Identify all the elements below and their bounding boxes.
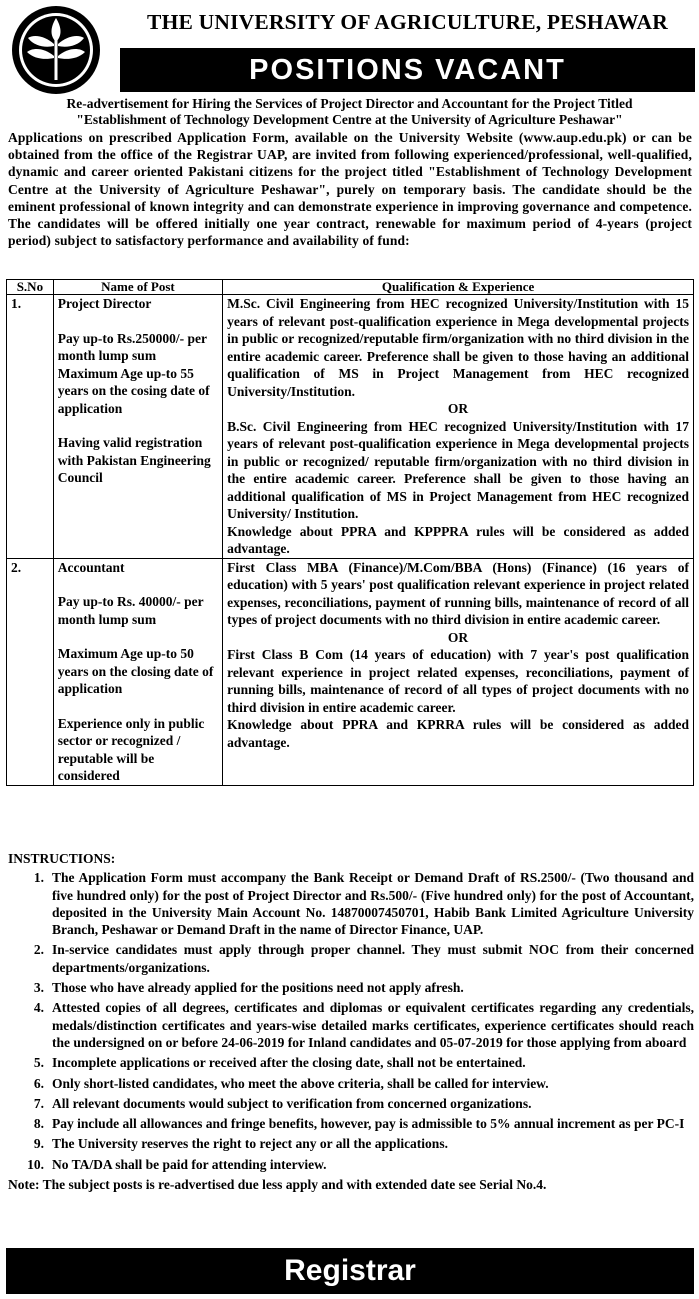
- list-item: [8, 1135, 694, 1152]
- list-item: [8, 1115, 694, 1132]
- post-age: Maximum Age up-to 55 years on the cosing date of application: [57, 365, 210, 416]
- item-number: 8.: [33, 1116, 44, 1132]
- item-number: 1.: [33, 870, 44, 886]
- post-pay: Pay up-to Rs.250000/- per month lump sum: [57, 330, 207, 363]
- header: [0, 0, 699, 96]
- qualification-option-2: B.Sc. Civil Engineering from HEC recognized University/Institution with 17 years of relevant post-qualification experience in Mega developmental projects in public or recognized/ reputable firm/organization with no third division in the entire academic career. Preference shall be given to those having an additional qualification of MS in Project Management from HEC recognized University/ Institution.: [227, 418, 689, 521]
- list-item: [8, 1054, 694, 1071]
- item-number: 3.: [33, 980, 44, 996]
- row-post-details: [53, 558, 222, 785]
- list-item: [8, 1075, 694, 1092]
- university-name: THE UNIVERSITY OF AGRICULTURE, PESHAWAR: [147, 10, 668, 34]
- header-sno: S.No: [7, 280, 54, 295]
- qualification-option-2: First Class B Com (14 years of education) with 7 year's post qualification relevant experience in project related expenses, reconciliations, payment of running bills, maintenance of record of all types of project documents with no third division in entire academic career.: [227, 647, 689, 715]
- list-item: [8, 941, 694, 976]
- qualification-option-1: M.Sc. Civil Engineering from HEC recognized University/Institution with 15 years of relevant post-qualification experience in Mega developmental projects in public or recognized/reputable firm/organization with no third division in the entire academic career. Preference shall be given to those having an additional qualification of MS in Project Management from HEC recognized University/Institution.: [227, 296, 689, 399]
- positions-vacant-banner: POSITIONS VACANT: [120, 48, 695, 92]
- list-item: [8, 1156, 694, 1173]
- list-item: [8, 1095, 694, 1112]
- item-text: The Application Form must accompany the Bank Receipt or Demand Draft of RS.2500/- (Two thousand and five hundred only) for the post of Project Director and Rs.500/- (Five hundred only) for the post of Accountant, deposited in the University Main Account No. 14870007450701, Habib Bank Limited Agriculture University Branch, Peshawar or Demand Draft in the name of Director Finance, UAP.: [52, 870, 694, 938]
- row-qualification: [223, 295, 694, 559]
- qualification-advantage: Knowledge about PPRA and KPRRA rules will be considered as added advantage.: [227, 717, 689, 750]
- item-number: 2.: [33, 942, 44, 958]
- list-item: [8, 869, 694, 938]
- intro-paragraph: Applications on prescribed Application Form, available on the University Website (www.aup.edu.pk) or can be obtained from the office of the Registrar UAP, are invited from following experienced/professional, well-qualified, dynamic and career oriented Pakistani citizens for the project titled "Establishment of Technology Development Centre at the University of Agriculture Peshawar", purely on temporary basis. The candidate should be the eminent professional of known integrity and can demonstrate experience in improving governance and competence. The candidates will be offered initially one year contract, renewable for maximum period of 4-years (project period) subject to satisfactory performance and availability of fund:: [8, 130, 692, 249]
- header-qualification: Qualification & Experience: [223, 280, 694, 295]
- qualification-or: OR: [447, 629, 469, 645]
- note-text: Note: The subject posts is re-advertised due less apply and with extended date see Serial No.4.: [8, 1177, 547, 1193]
- qualification-or: OR: [447, 401, 469, 416]
- row-qualification: [223, 558, 694, 785]
- row-post-details: [53, 295, 222, 559]
- item-text: Incomplete applications or received after the closing date, shall not be entertained.: [52, 1055, 526, 1071]
- post-name: Project Director: [57, 296, 152, 311]
- post-requirement: Having valid registration with Pakistan Engineering Council: [57, 435, 211, 485]
- item-number: 9.: [33, 1136, 44, 1152]
- registrar-footer: Registrar: [6, 1248, 694, 1294]
- qualification-option-1: First Class MBA (Finance)/M.Com/BBA (Hons) (Finance) (16 years of education) with 5 years' post qualification relevant experience in project related expenses, reconciliations, payment of running bills, maintenance of record of all types of project documents with no third division in entire academic career.: [227, 559, 689, 627]
- item-text: Only short-listed candidates, who meet the above criteria, shall be called for interview.: [52, 1075, 549, 1091]
- item-text: All relevant documents would subject to verification from concerned organizations.: [52, 1095, 532, 1111]
- item-number: 4.: [33, 1000, 44, 1016]
- post-age: Maximum Age up-to 50 years on the closing date of application: [57, 646, 214, 696]
- instructions-title: INSTRUCTIONS:: [8, 851, 116, 866]
- item-text: Pay include all allowances and fringe benefits, however, pay is admissible to 5% annual increment as per PC-I: [52, 1116, 685, 1132]
- item-text: Attested copies of all degrees, certificates and diplomas or equivalent certificates regarding any credentials, medals/distinction certificates and years-wise detailed marks certificates, experience certificates should reach the undersigned on or before 24-06-2019 for Inland candidates and 05-07-2019 for those applying from aboard: [52, 1000, 694, 1050]
- instructions-list: [8, 869, 694, 1173]
- post-pay: Pay up-to Rs. 40000/- per month lump sum: [57, 594, 204, 627]
- item-number: 10.: [27, 1156, 44, 1172]
- table-row-accountant: [7, 558, 694, 785]
- header-post: Name of Post: [53, 280, 222, 295]
- item-text: The University reserves the right to reject any or all the applications.: [52, 1136, 448, 1152]
- item-text: No TA/DA shall be paid for attending interview.: [52, 1156, 327, 1172]
- item-text: Those who have already applied for the positions need not apply afresh.: [52, 980, 464, 996]
- readvertisement-line-2: "Establishment of Technology Development Centre at the University of Agriculture Peshawar": [76, 112, 623, 127]
- readvertisement-heading: [0, 96, 699, 128]
- post-requirement: Experience only in public sector or recognized / reputable will be considered: [57, 715, 205, 783]
- item-text: In-service candidates must apply through proper channel. They must submit NOC from their concerned departments/organizations.: [52, 942, 694, 975]
- readvertisement-line-1: Re-advertisement for Hiring the Services of Project Director and Accountant for the Project Titled: [66, 96, 633, 111]
- list-item: [8, 999, 694, 1051]
- qualification-advantage: Knowledge about PPRA and KPPPRA rules will be considered as added advantage.: [227, 523, 689, 556]
- positions-table: [6, 279, 694, 786]
- instructions-section: [8, 850, 694, 1193]
- item-number: 6.: [33, 1075, 44, 1091]
- item-number: 7.: [33, 1095, 44, 1111]
- post-name: Accountant: [57, 559, 125, 575]
- table-header-row: [7, 280, 694, 295]
- table-row-project-director: [7, 295, 694, 559]
- item-number: 5.: [33, 1055, 44, 1071]
- row-sno: 1.: [7, 295, 54, 559]
- row-sno: 2.: [7, 558, 54, 785]
- university-leaf-logo-icon: [7, 4, 105, 96]
- list-item: [8, 979, 694, 996]
